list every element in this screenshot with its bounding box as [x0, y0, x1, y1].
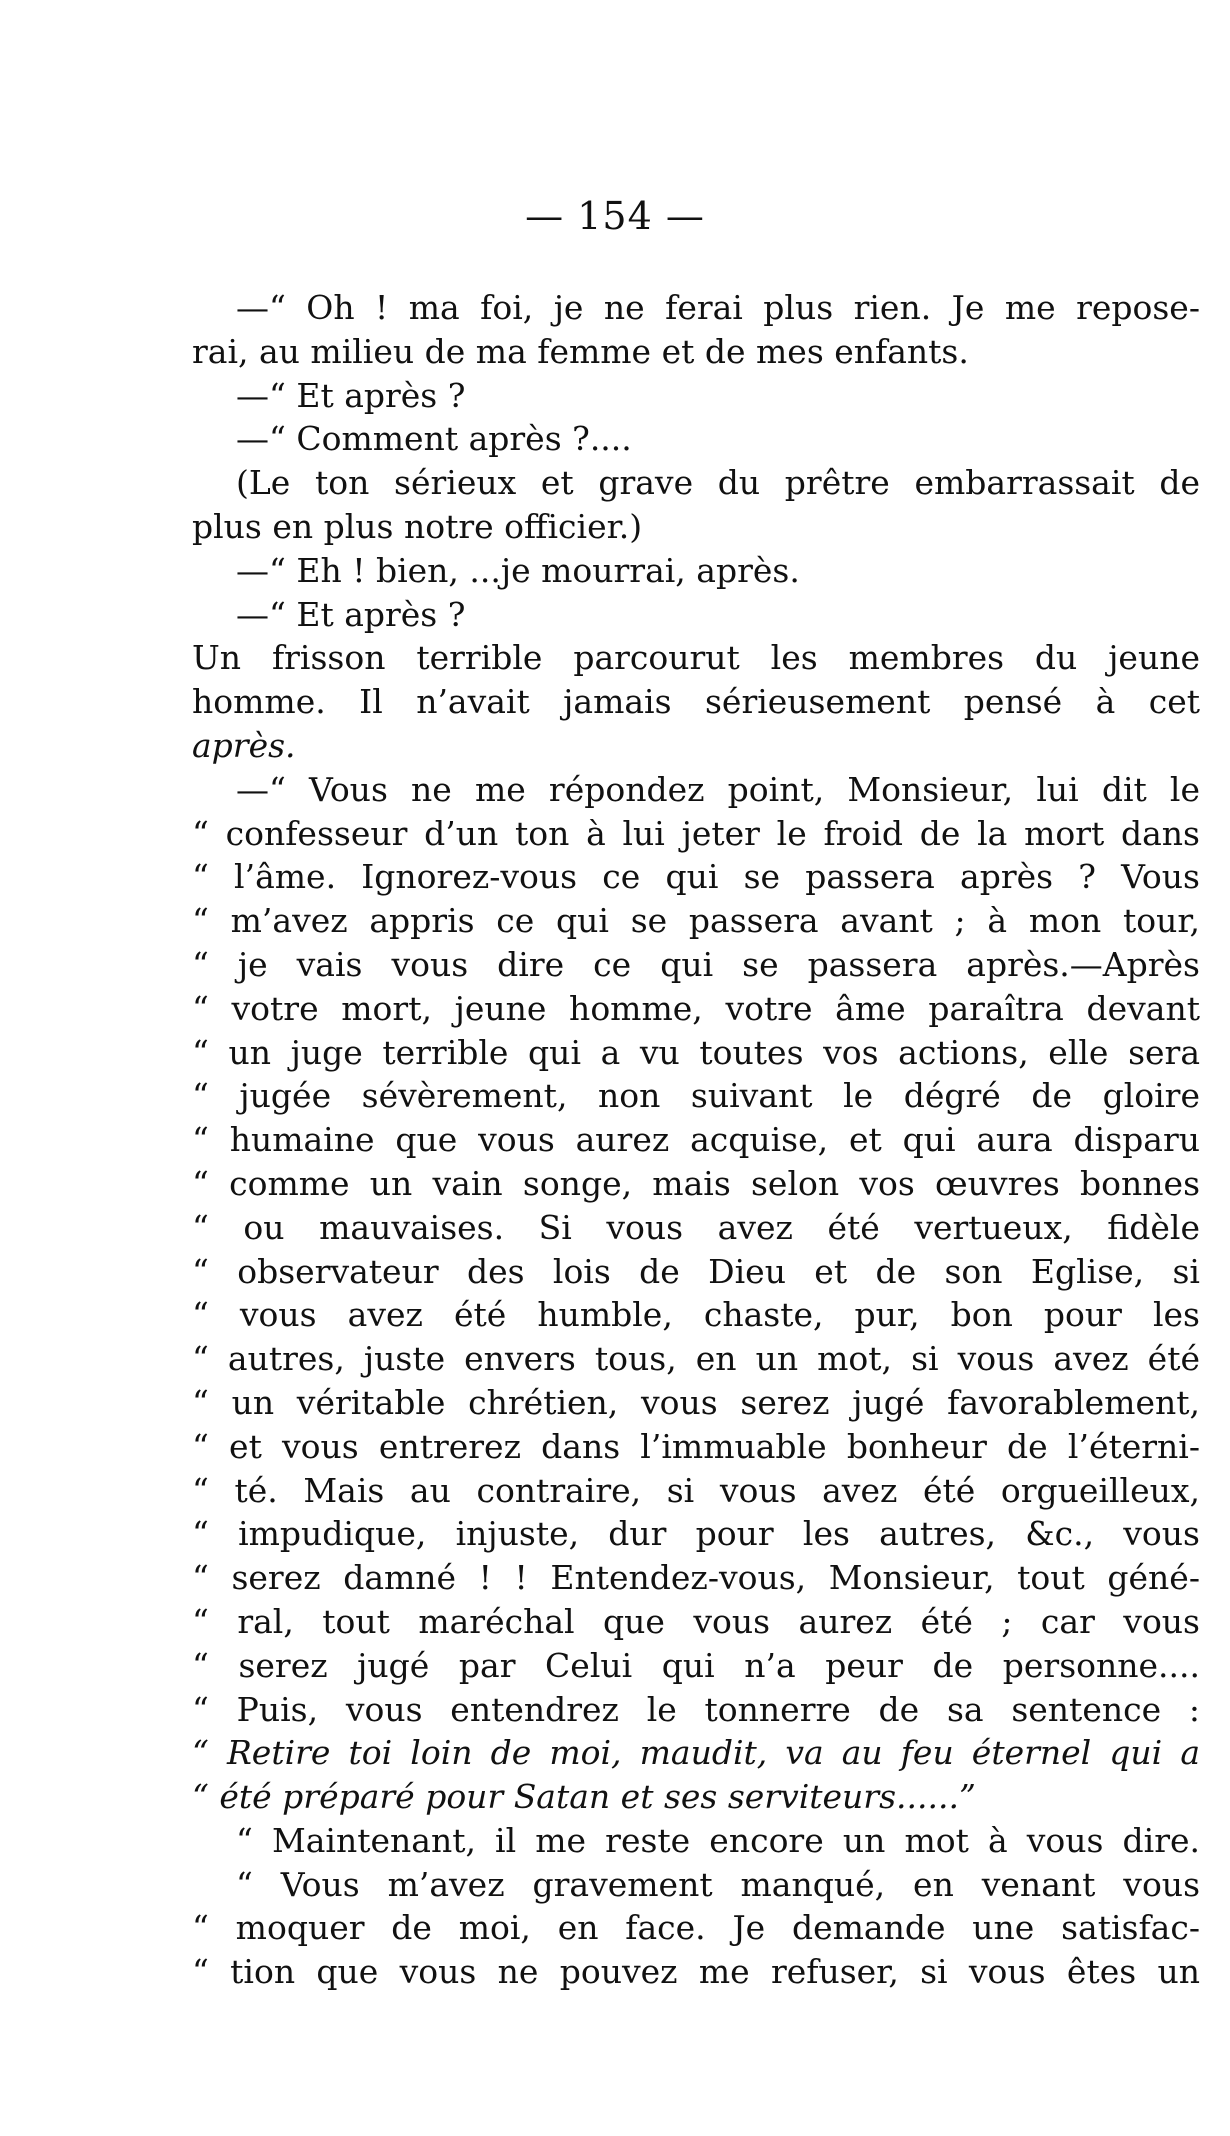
text-line: —“ Vous ne me répondez point, Monsieur, lui dit le: [236, 769, 1200, 809]
text-line: “ té. Mais au contraire, si vous avez été orgueilleux,: [192, 1470, 1200, 1510]
text-line: —“ Comment après ?....: [236, 419, 632, 459]
text-line: “ Retire toi loin de moi, maudit, va au feu éternel qui a: [192, 1733, 1200, 1773]
text-line: —“ Et après ?: [236, 375, 466, 415]
text-line: “ Vous m’avez gravement manqué, en venant vous: [236, 1864, 1200, 1904]
text-line: homme. Il n’avait jamais sérieusement pensé à cet: [192, 682, 1200, 722]
text-line: “ m’avez appris ce qui se passera avant ; à mon tour,: [192, 901, 1200, 941]
text-line: “ Maintenant, il me reste encore un mot à vous dire.: [236, 1820, 1200, 1860]
text-line: “ ral, tout maréchal que vous aurez été ; car vous: [192, 1601, 1200, 1641]
text-line: “ vous avez été humble, chaste, pur, bon pour les: [192, 1295, 1200, 1335]
text-line: (Le ton sérieux et grave du prêtre embarrassait de: [236, 463, 1200, 503]
text-line: “ Puis, vous entendrez le tonnerre de sa sentence :: [192, 1689, 1200, 1729]
text-line: —“ Et après ?: [236, 594, 466, 634]
text-line: rai, au milieu de ma femme et de mes enfants.: [192, 331, 969, 371]
page-number: — 154 —: [525, 194, 705, 238]
text-line: “ votre mort, jeune homme, votre âme paraîtra devant: [192, 988, 1200, 1028]
text-line: “ serez jugé par Celui qui n’a peur de personne....: [192, 1645, 1200, 1685]
text-line: après.: [192, 725, 296, 765]
text-line: “ jugée sévèrement, non suivant le dégré de gloire: [192, 1076, 1200, 1116]
text-line: “ serez damné ! ! Entendez-vous, Monsieur, tout géné-: [192, 1558, 1200, 1598]
text-line: “ tion que vous ne pouvez me refuser, si vous êtes un: [192, 1952, 1200, 1992]
text-line: “ ou mauvaises. Si vous avez été vertueux, fidèle: [192, 1207, 1200, 1247]
text-line: “ comme un vain songe, mais selon vos œuvres bonnes: [192, 1163, 1200, 1203]
text-line: “ je vais vous dire ce qui se passera après.—Après: [192, 944, 1200, 984]
text-line: “ autres, juste envers tous, en un mot, si vous avez été: [192, 1339, 1200, 1379]
text-line: “ l’âme. Ignorez-vous ce qui se passera après ? Vous: [192, 857, 1200, 897]
text-line: Un frisson terrible parcourut les membres du jeune: [192, 638, 1200, 678]
body-text: [192, 286, 1200, 1994]
text-line: “ confesseur d’un ton à lui jeter le froid de la mort dans: [192, 813, 1200, 853]
text-line: “ été préparé pour Satan et ses serviteurs......”: [192, 1777, 976, 1817]
text-line: “ humaine que vous aurez acquise, et qui aura disparu: [192, 1120, 1200, 1160]
text-line: “ un véritable chrétien, vous serez jugé favorablement,: [192, 1382, 1200, 1422]
text-line: —“ Eh ! bien, ...je mourrai, après.: [236, 550, 800, 590]
text-line: “ et vous entrerez dans l’immuable bonheur de l’éterni-: [192, 1426, 1200, 1466]
text-line: “ moquer de moi, en face. Je demande une satisfac-: [192, 1908, 1200, 1948]
text-line: “ un juge terrible qui a vu toutes vos actions, elle sera: [192, 1032, 1200, 1072]
text-line: “ observateur des lois de Dieu et de son Eglise, si: [192, 1251, 1200, 1291]
text-line: —“ Oh ! ma foi, je ne ferai plus rien. Je me repose-: [236, 288, 1200, 327]
text-line: “ impudique, injuste, dur pour les autres, &c., vous: [192, 1514, 1200, 1554]
text-line: plus en plus notre officier.): [192, 506, 643, 546]
